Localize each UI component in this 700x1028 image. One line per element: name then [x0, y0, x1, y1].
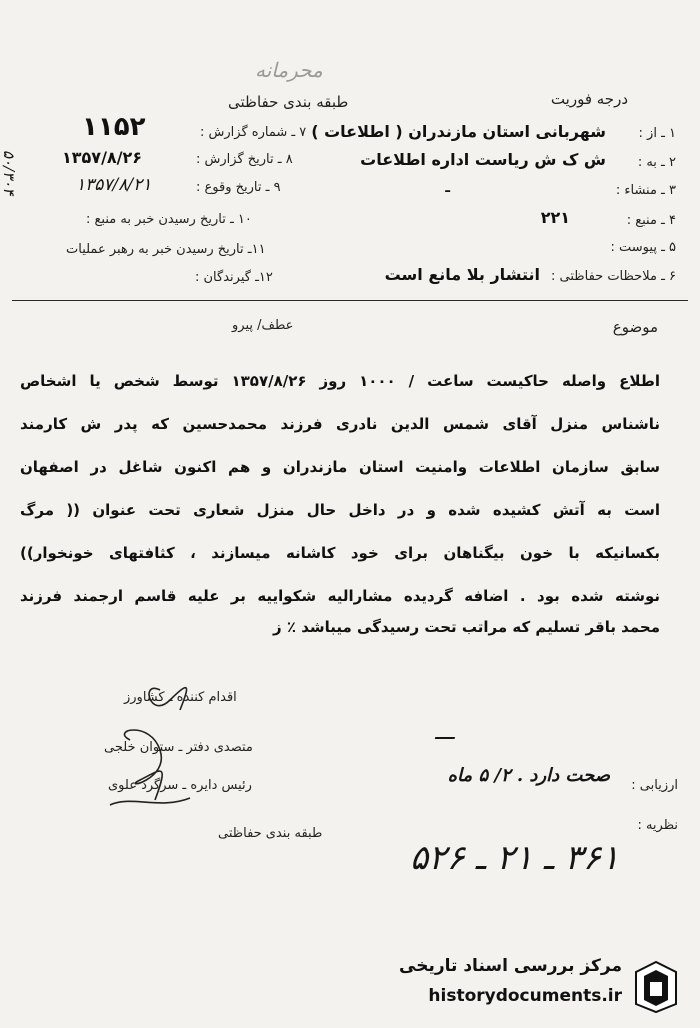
field-received-leader-label: ۱۱ـ تاریخ رسیدن خبر به رهبر عملیات	[66, 242, 266, 257]
field-origin-value: ـ	[445, 180, 450, 196]
office-head-label: متصدی دفتر ـ ستوان خلجی	[104, 740, 253, 755]
side-note: ۵۰/۳۰۴	[0, 150, 18, 196]
field-remarks-value: انتشار بلا مانع است	[384, 265, 540, 284]
classification-bottom: طبقه بندی حفاظتی	[218, 826, 323, 841]
field-report-date-value: ۱۳۵۷/۸/۲۶	[62, 148, 143, 167]
field-recipients-label: ۱۲ـ گیرندگان :	[195, 270, 273, 285]
field-from-value: شهربانی استان مازندران ( اطلاعات )	[311, 122, 606, 141]
body-line: سابق سازمان اطلاعات وامنیت استان مازندران و هم اکنون شاغل در اصفهان	[20, 458, 660, 476]
signer-signature: ـــ	[435, 720, 455, 745]
handwritten-number: ۳۶۱ ـ ۲۱ ـ ۵۲۶	[410, 838, 620, 878]
field-source-value: ۲۲۱	[540, 208, 570, 227]
field-origin-label: ۳ ـ منشاء :	[615, 183, 676, 198]
body-line: است به آتش کشیده شده و در داخل حال منزل شعاری تحت عنوان (( مرگ	[20, 501, 660, 519]
field-to-label: ۲ ـ به :	[637, 155, 676, 170]
field-event-date-value: ۱۳۵۷/۸/۲۱	[76, 175, 152, 195]
archive-logo-icon	[630, 958, 682, 1014]
field-remarks-label: ۶ ـ ملاحظات حفاظتی :	[551, 269, 676, 284]
classification-label: طبقه بندی حفاظتی	[228, 93, 349, 111]
body-line: ناشناس منزل آقای شمس الدین نادری فرزند محمدحسین که پدر ش کارمند	[20, 415, 660, 433]
opinion-label: نظریه :	[637, 818, 678, 833]
watermark-url[interactable]: historydocuments.ir	[428, 986, 622, 1006]
assessment-value: صحت دارد . ۲/ ۵ ماه	[447, 765, 610, 786]
field-source-label: ۴ ـ منبع :	[626, 213, 676, 228]
field-event-date-label: ۹ ـ تاریخ وقوع :	[196, 180, 281, 195]
field-from-label: ۱ ـ از :	[638, 126, 676, 141]
action-by-label: اقدام کننده ـ کشاورز	[124, 690, 237, 705]
body-line: اطلاع واصله حاکیست ساعت / ۱۰۰۰ روز ۱۳۵۷/۸/۲۶ توسط شخص یا اشخاص	[20, 372, 660, 390]
watermark	[0, 948, 700, 1028]
subject-reference: عطف/ پیرو	[232, 318, 294, 333]
field-report-number-label: ۷ ـ شماره گزارش :	[200, 125, 307, 140]
field-to-value: ش ک ش ریاست اداره اطلاعات	[360, 150, 606, 169]
subject-label: موضوع	[612, 318, 658, 336]
urgency-label: درجه فوریت	[550, 90, 628, 108]
field-attachment-label: ۵ ـ پیوست :	[610, 240, 676, 255]
watermark-title: مرکز بررسی اسناد تاریخی	[399, 956, 622, 976]
signature-scribble	[100, 680, 220, 820]
dept-head-label: رئیس دایره ـ سرگرد علوی	[108, 778, 252, 793]
field-report-date-label: ۸ ـ تاریخ گزارش :	[196, 152, 293, 167]
body-line: نوشته شده بود . اضافه گردیده مشارالیه شکواییه بر علیه قاسم ارجمند فرزند	[20, 587, 660, 605]
body-line: بکسانیکه با خون بیگناهان برای خود کاشانه میسازند ، کثافتهای خونخوار))	[20, 544, 660, 562]
field-received-source-label: ۱۰ ـ تاریخ رسیدن خبر به منبع :	[86, 212, 252, 227]
header-divider	[12, 300, 688, 301]
top-scribble: محرمانه	[255, 58, 323, 82]
field-report-number-value: ۱۱۵۲	[82, 112, 146, 142]
assessment-label: ارزیابی :	[631, 778, 678, 793]
body-line: محمد باقر تسلیم که مراتب تحت رسیدگی میباشد ٪ ز	[273, 618, 660, 636]
